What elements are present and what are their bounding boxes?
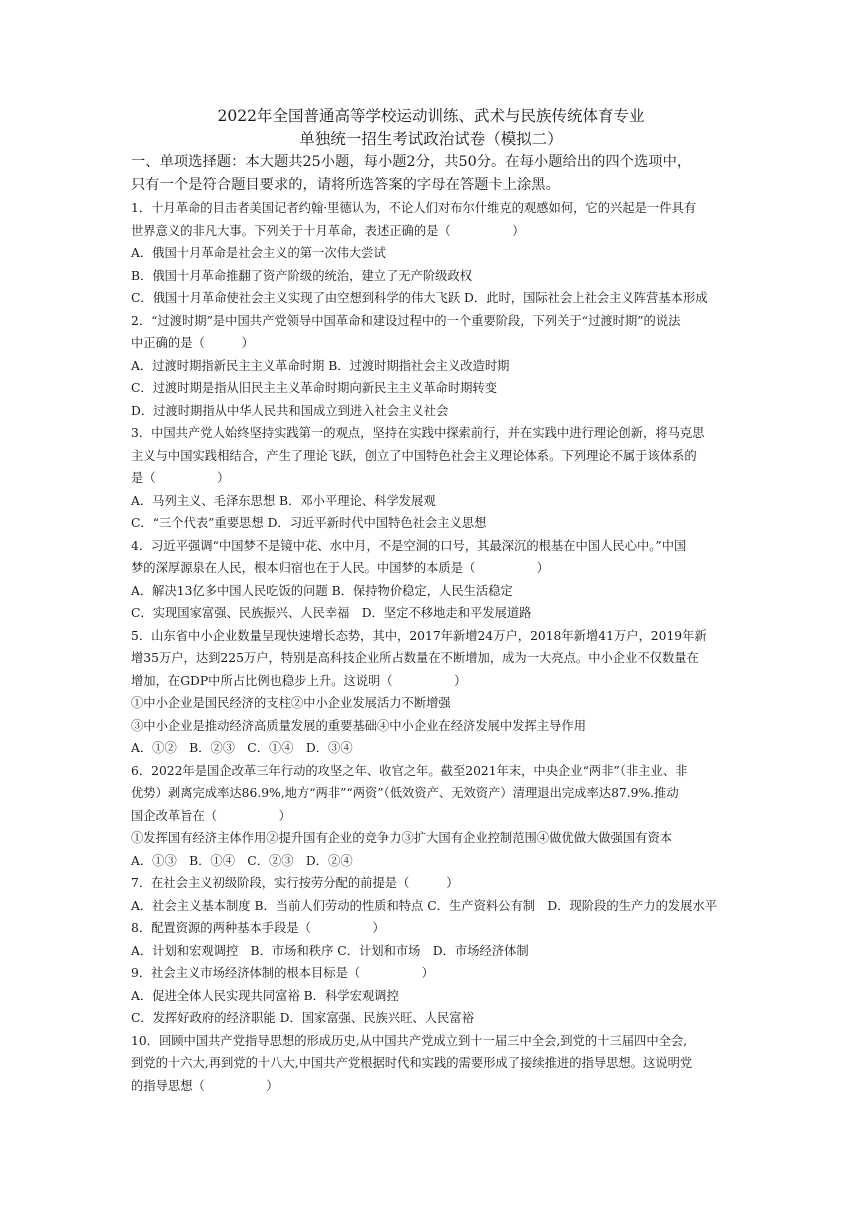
text-line: ①中小企业是国民经济的支柱②中小企业发展活力不断增强: [131, 696, 451, 710]
text-line: 10．回顾中国共产党指导思想的形成历史,从中国共产党成立到十一届三中全会,到党的十三届四中全会,: [131, 1033, 688, 1048]
text-line: A．①② B．②③ C．①④ D．③④: [131, 741, 353, 755]
text-line: A．社会主义基本制度 B．当前人们劳动的性质和特点 C．生产资料公有制 D．现阶段的生产力的发展水平: [131, 898, 718, 913]
text-line: 国企改革旨在（ ）: [131, 808, 291, 823]
section-heading: [131, 151, 731, 197]
text-line: 2．“过渡时期”是中国共产党领导中国革命和建设过程中的一个重要阶段，下列关于“过渡时期”的说法: [131, 313, 681, 328]
title-line-2: 单独统一招生考试政治试卷（模拟二）: [299, 130, 563, 148]
text-line: A．解决13亿多中国人民吃饭的问题 B．保持物价稳定，人民生活稳定: [131, 583, 513, 598]
text-line: ①发挥国有经济主体作用②提升国有企业的竞争力③扩大国有企业控制范围④做优做大做强国有资本: [131, 831, 673, 845]
text-line: C．实现国家富强、民族振兴、人民幸福 D．坚定不移地走和平发展道路: [131, 606, 532, 620]
title-line-1: 2022年全国普通高等学校运动训练、武术与民族传统体育专业: [217, 107, 645, 125]
text-line: ③中小企业是推动经济高质量发展的重要基础④中小企业在经济发展中发挥主导作用: [131, 718, 586, 733]
text-line: A．俄国十月革命是社会主义的第一次伟大尝试: [131, 246, 386, 260]
text-line: 优势）剥离完成率达86.9%,地方“两非”“两资”（低效资产、无效资产）清理退出完成率达87.9%.推动: [131, 786, 679, 800]
section-heading-line: 只有一个是符合题目要求的，请将所选答案的字母在答题卡上涂黑。: [131, 177, 560, 193]
text-line: 3．中国共产党人始终坚持实践第一的观点，坚持在实践中探索前行，并在实践中进行理论创新，将马克思: [131, 426, 705, 440]
text-line: 4．习近平强调“中国梦不是镜中花、水中月，不是空洞的口号，其最深沉的根基在中国人民心中。”中国: [131, 538, 687, 553]
text-line: A．马列主义、毛泽东思想 B．邓小平理论、科学发展观: [131, 493, 436, 508]
text-line: C．过渡时期是指从旧民主主义革命时期向新民主主义革命时期转变: [131, 381, 498, 395]
text-line: 1．十月革命的目击者美国记者约翰·里德认为，不论人们对布尔什维克的观感如何，它的兴起是一件具有: [131, 201, 697, 215]
text-line: 主义与中国实践相结合，产生了理论飞跃，创立了中国特色社会主义理论体系。下列理论不属于该体系的: [131, 448, 697, 463]
text-line: 中正确的是（ ）: [131, 336, 254, 350]
text-line: A．计划和宏观调控 B．市场和秩序 C．计划和市场 D．市场经济体制: [131, 943, 529, 958]
text-line: 7．在社会主义初级阶段，实行按劳分配的前提是（ ）: [131, 876, 459, 890]
text-line: 的指导思想（ ）: [131, 1078, 279, 1093]
text-line: C．“三个代表”重要思想 D．习近平新时代中国特色社会主义思想: [131, 516, 487, 530]
text-line: 9．社会主义市场经济体制的根本目标是（ ）: [131, 966, 434, 980]
text-line: 梦的深厚源泉在人民，根本归宿也在于人民。中国梦的本质是（ ）: [131, 561, 550, 575]
text-line: A．①③ B．①④ C．②③ D．②④: [131, 853, 353, 868]
text-line: D．过渡时期指从中华人民共和国成立到进入社会主义社会: [131, 403, 449, 418]
text-line: 增35万户，达到225万户，特别是高科技企业所占数量在不断增加，成为一大亮点。中小企业不仅数量在: [131, 651, 699, 665]
text-line: 8．配置资源的两种基本手段是（ ）: [131, 921, 385, 935]
question-list: [131, 197, 731, 1097]
text-line: C．俄国十月革命使社会主义实现了由空想到科学的伟大飞跃 D．此时，国际社会上社会主义阵营基本形成: [131, 291, 708, 305]
section-heading-line: 一、单项选择题：本大题共25小题，每小题2分，共50分。在每小题给出的四个选项中，: [131, 154, 692, 170]
text-line: C．发挥好政府的经济职能 D．国家富强、民族兴旺、人民富裕: [131, 1011, 474, 1025]
text-line: 世界意义的非凡大事。下列关于十月革命，表述正确的是（ ）: [131, 223, 525, 238]
text-line: 到党的十六大,再到党的十八大,中国共产党根据时代和实践的需要形成了接续推进的指导思想。这说明党: [131, 1056, 693, 1070]
text-line: A．促进全体人民实现共同富裕 B．科学宏观调控: [131, 988, 399, 1003]
text-line: 6．2022年是国企改革三年行动的攻坚之年、收官之年。截至2021年末，中央企业“两非”（非主业、非: [131, 763, 688, 778]
text-line: A．过渡时期指新民主主义革命时期 B．过渡时期指社会主义改造时期: [131, 358, 510, 373]
document-title: [131, 105, 731, 151]
text-line: 增加，在GDP中所占比例也稳步上升。这说明（ ）: [131, 673, 467, 688]
text-line: B．俄国十月革命推翻了资产阶级的统治，建立了无产阶级政权: [131, 268, 473, 283]
text-line: 5．山东省中小企业数量呈现快速增长态势，其中，2017年新增24万户，2018年新增41万户，2019年新: [131, 628, 707, 643]
document-body: [131, 105, 731, 1097]
text-line: 是（ ）: [131, 471, 230, 485]
